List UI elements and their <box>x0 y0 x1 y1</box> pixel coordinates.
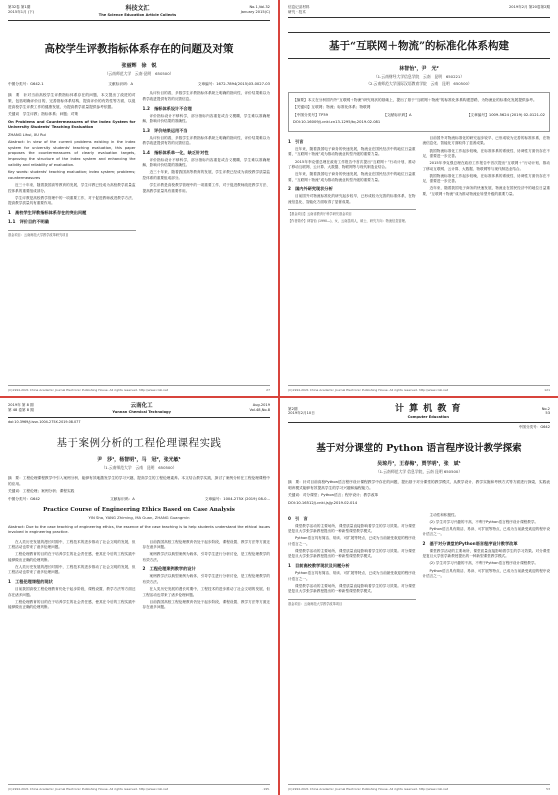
column-left <box>288 136 416 224</box>
article-title: 高校学生评教指标体系存在的问题及对策 <box>44 42 234 55</box>
article-number: 文章编号：1672-7894(2015)03-0027-03 <box>197 81 270 86</box>
body-paragraph: 课堂教学活动的主要场所，课堂质量直接影响着学生的学习效果。对分课堂是复旦大学张学新教授提出的一种新型课堂教学模式。 <box>422 548 550 559</box>
page-footer <box>288 385 550 392</box>
affiliation-1: （1.云南财经大学信息学院 云南 昆明 650221） <box>373 73 465 79</box>
journal-name-en: Yunnan Chemical Technology <box>112 410 171 415</box>
authors: 尹 莎¹，杨智明¹，马 冠²，张光敏¹ <box>97 457 181 464</box>
section-heading: 1 引言 <box>288 138 304 144</box>
copyright-notice: (C)1994-2021 China Academic Journal Electronic Publishing House. All rights reserved. http://www.cnki.net <box>8 388 169 392</box>
body-paragraph: 在人类历史发展的漫长时期中，工程技术的进步推动了社会文明的发展，但工程活动也带来了诸多伦理问题。 <box>8 564 136 575</box>
class-number: 中图分类号：G642 <box>518 424 550 429</box>
page-number: 53 <box>546 787 550 791</box>
column-right <box>143 540 271 613</box>
body-paragraph: 课堂教学活动的主要场所，课堂质量直接影响着学生的学习效果。对分课堂是复旦大学张学新教授提出的一种新型课堂教学模式。 <box>288 548 416 559</box>
copyright-notice: (C)1994-2021 China Academic Journal Electronic Publishing House. All rights reserved. http://www.cnki.net <box>288 787 449 791</box>
title-box <box>288 32 550 59</box>
body-paragraph: 学生评教是高校教学管理中的一项重要工作，对于促进教师改进教学方法、提高教学质量具有重要作用。 <box>8 195 136 206</box>
journal-name-en: Computer Education <box>407 415 449 420</box>
body-paragraph: 工程伦理教育的目的在于培养学生的社会责任感，使其在今后的工程实践中能够做出正确的伦理判断。 <box>8 599 136 610</box>
page-header <box>288 5 550 18</box>
section-heading: 2 工程伦理案例教学的设计 <box>142 566 196 572</box>
header-date: 2015年1月 (下) <box>8 9 35 14</box>
article-title: 基于对分课堂的 Python 语言程序设计教学探索 <box>316 443 522 455</box>
body-paragraph: Python语言具有简洁、易读、可扩展等特点，已成为当前最受欢迎的程序设计语言之一。 <box>422 526 550 537</box>
classification-line <box>8 82 270 88</box>
column-right <box>143 91 271 237</box>
column-left <box>8 91 136 237</box>
body-paragraph: 目前我国高校工程伦理教育仍处于起步阶段，课程设置、教学方法等方面还存在诸多问题。 <box>8 587 136 597</box>
body-paragraph: 工程伦理教育的目的在于培养学生的社会责任感，使其在今后的工程实践中能够做出正确的伦理判断。 <box>8 552 136 562</box>
body-paragraph: 在人类历史发展的漫长时期中，工程技术的进步推动了社会文明的发展，但工程活动也带来了诸多伦理问题。 <box>8 539 136 550</box>
article-title: 基于案例分析的工程伦理课程实践 <box>56 437 222 450</box>
section-heading: 1 工程伦理课程的现状 <box>8 579 53 585</box>
page-number-top: 53 <box>545 411 550 416</box>
classification-line <box>293 113 545 119</box>
body-paragraph: 我国物流标准化工作起步较晚，在标准体系的系统性、协调性方面仍存在不足，需要进一步完善。 <box>422 173 550 184</box>
body-columns <box>288 513 550 607</box>
header-issue-en: No.2 <box>541 406 550 411</box>
body-paragraph: (2) 学生对学习兴趣的不高，不利于Python语言程序设计课程教学。 <box>429 519 539 524</box>
body-paragraph: (2) 学生对学习兴趣的不高，不利于Python语言程序设计课程教学。 <box>429 561 539 566</box>
body-paragraph: 评价指标设计不够科学，部分指标内容重复或含义模糊，学生难以准确理解，影响评价结果的准确性。 <box>142 157 270 168</box>
doc-code: 文献标识码：A <box>110 497 135 502</box>
article-title: 基于“互联网＋物流”的标准化体系构建 <box>328 39 510 52</box>
body-paragraph: 在人类历史发展的漫长时期中，工程技术的进步推动了社会文明的发展，但工程活动也带来了诸多伦理问题。 <box>142 587 270 597</box>
section-heading: 1 高校学生评教指标体系存在的突出问题 <box>8 209 87 215</box>
title-en: Practice Course of Engineering Ethics Based on Case Analysis <box>43 506 235 513</box>
issue-info: 2019年2月 第20卷第2期 <box>509 5 550 9</box>
class-number: 中图分类号：G642 <box>8 497 41 502</box>
authors: 吴琼丹¹，王春梅¹，贾学明¹，张 斌¹ <box>377 461 461 468</box>
body-columns <box>288 136 550 224</box>
keywords-en: Key words: students' teaching evaluation; index system; problems; countermeasures <box>8 170 136 180</box>
journal-name-en: The Science Education Article Collects <box>98 13 177 18</box>
abstract-en: Abstract: Due to the case teaching of engineering ethics, the essence of the case teaching is to help students understand the ethical issues involved in engineering practice. <box>8 524 270 535</box>
doi: doi:10.3969/j.issn.1004-275X.2019.08.077 <box>8 420 81 425</box>
section-heading: 0 引 言 <box>288 515 308 521</box>
page-number: ·195· <box>262 787 270 791</box>
body-paragraph: 评价指标设计不够科学，部分指标内容重复或含义模糊，学生难以准确理解，影响评价结果的准确性。 <box>142 113 270 124</box>
abstract: 【摘要】本文在分析国内外“互联网＋物流”研究现状的基础上，提出了基于“互联网＋物流”的标准化体系构建思路，为物流业的标准化发展提供参考。 <box>293 97 537 102</box>
journal-page-2 <box>280 0 558 396</box>
page-footer <box>8 385 270 392</box>
body-paragraph: Python语言具有简洁、易读、可扩展等特点，已成为当前最受欢迎的程序设计语言之一。 <box>288 570 416 581</box>
column-right <box>423 513 551 607</box>
column-left <box>8 540 136 613</box>
affiliation-2: （2.云南师范大学国际汉语教育学院 云南 昆明 650500） <box>366 80 472 86</box>
article-number: 文章编号：1004-275X (2019) 08-0... <box>204 497 270 502</box>
authors: 张丽辉 徐 锐 <box>121 62 157 69</box>
journal-name: 信息记录材料 <box>288 5 310 9</box>
header-date-en: January 2015(C) <box>240 9 270 14</box>
authors: 林智怡¹，尹 光² <box>399 65 439 72</box>
body-paragraph: 我国物流标准化工作起步较晚，在标准体系的系统性、协调性方面仍存在不足，需要进一步完善。 <box>422 148 550 159</box>
affiliation: （云南师范大学 云南·昆明 650500） <box>104 70 174 76</box>
keywords: 关键词：对分课堂；Python语言；程序设计；教学改革 <box>288 493 379 498</box>
page-header <box>288 403 550 423</box>
column-right <box>423 136 551 224</box>
body-paragraph: 从评价目的看，多数学生评教指标体系缺乏明确的指向性，评价结果难以为教学改进提供有效的反馈信息。 <box>142 91 270 102</box>
copyright-notice: (C)1994-2021 China Academic Journal Electronic Publishing House. All rights reserved. http://www.cnki.net <box>288 388 449 392</box>
journal-page-4 <box>280 398 558 795</box>
header-volume: 第 48 卷第 8 期 <box>8 407 34 412</box>
keywords: 关键词：工程伦理；案例分析；课程实践 <box>8 489 75 494</box>
doi: DOI:10.16512/j.cnki.jsjjy.2019.02.014 <box>288 501 358 506</box>
header-date: 2019年2月10日 <box>288 411 315 416</box>
class-number: 中图分类号：G642.1 <box>8 81 44 86</box>
abstract-cn: 摘 要 针对当前高校学生评教指标体系存在的问题，本文提出了改进的对策，包括明确评价目的，完善指标体系结构，提高评价的有效性等方面，以促进高校学生评教工作的健康发展，为提高教学质量提供参考依据。 <box>8 93 136 109</box>
subsection-heading: 1.1 评价目的不明确 <box>8 219 49 225</box>
column-left <box>288 513 416 607</box>
body-paragraph: 近年来，随着我国电子商务的快速发展，物流业在国民经济中的地位日益重要，“互联网＋物流”成为推动物流业转型升级的重要力量。 <box>288 172 416 182</box>
body-paragraph: 主动性和积极性。 <box>429 512 459 517</box>
section-label: 研究 · 技术 <box>288 9 306 14</box>
body-paragraph: 目前国外对物流标准化的研究起步较早，已形成较为完善的标准体系，在物流信息化、智能化方面取得了显著成果。 <box>422 135 550 146</box>
page-number: 121 <box>544 388 550 392</box>
affiliation: （1.云南师范大学 云南 昆明 650500） <box>101 465 177 471</box>
class-number: 【中图分类号】TP39 <box>293 112 328 117</box>
keywords-cn: 关键词 学生评教；指标体系；问题；对策 <box>8 112 79 117</box>
authors-en: ZHANG Lihui, XU Rui <box>8 132 46 137</box>
header-date-en: Aug.2019 <box>252 403 270 407</box>
section-heading: 2 基于对分课堂的Python语言程序设计教学改革 <box>422 540 518 546</box>
body-paragraph: 2015年李克强总理在政府工作报告中首次提出“互联网＋”行动计划，推动了移动互联网、云计算、大数据、物联网等与现代制造业结合。 <box>288 159 416 170</box>
fund-note: 基金项目：云南师范大学教学改革项目 <box>288 599 416 607</box>
body-paragraph: 学生评教是高校教学管理中的一项重要工作，对于促进教师改进教学方法、提高教学质量具有重要作用。 <box>142 183 270 193</box>
doc-code: 【文献标识码】A <box>383 112 412 117</box>
body-paragraph: 案例教学法以典型案例为载体，引导学生进行分析讨论，是工程伦理教学的有效方法。 <box>142 574 270 584</box>
copyright-notice: (C)1994-2021 China Academic Journal Electronic Publishing House. All rights reserved. http://www.cnki.net <box>8 787 169 791</box>
author-note: 【作者简介】林智怡 (1990—)，女，云南昆明人，硕士，研究方向：物流信息管理。 <box>288 219 408 224</box>
header-volume-en: Vol.48,No.8 <box>249 407 270 412</box>
journal-name: 科技文汇 <box>125 5 150 12</box>
body-paragraph: 近年来，随着我国电子商务的快速发展，物流业在国民经济中的地位日益重要，“互联网＋物流”成为推动物流业转型升级的重要力量。 <box>288 146 416 157</box>
abstract: 摘 要：工程伦理课程教学中引入案例分析，能够有效地激发学生的学习兴趣，提高学生的工程伦理素养。本文结合教学实践，探讨了案例分析在工程伦理课程中的应用。 <box>8 476 270 486</box>
body-paragraph: 目前我国高校工程伦理教育仍处于起步阶段，课程设置、教学方法等方面还存在诸多问题。 <box>142 599 270 610</box>
page-header <box>8 5 270 21</box>
body-columns <box>8 91 270 237</box>
page-number: 27 <box>266 388 270 392</box>
body-paragraph: 从评价目的看，多数学生评教指标体系缺乏明确的指向性，评价结果难以为教学改进提供有效的反馈信息。 <box>142 135 270 146</box>
body-paragraph: 案例教学法以典型案例为载体，引导学生进行分析讨论，是工程伦理教学的有效方法。 <box>142 552 270 562</box>
body-paragraph: 课堂教学活动的主要场所，课堂质量直接影响着学生的学习效果。对分课堂是复旦大学张学新教授提出的一种新型课堂教学模式。 <box>288 583 416 594</box>
body-paragraph: 目前国外对物流标准化的研究起步较早，已形成较为完善的标准体系，在物流信息化、智能化方面取得了显著成果。 <box>288 194 416 204</box>
affiliation: （1.云南师范大学 信息学院，云南 昆明 650500） <box>375 469 463 475</box>
body-paragraph: 2015年李克强总理在政府工作报告中首次提出“互联网＋”行动计划，推动了移动互联网、云计算、大数据、物联网等与现代制造业结合。 <box>422 161 550 171</box>
body-paragraph: Python语言具有简洁、易读、可扩展等特点，已成为当前最受欢迎的程序设计语言之一。 <box>288 536 416 546</box>
journal-page-3 <box>0 398 278 795</box>
section-heading: 1 目前高校教学现状及问题分析 <box>288 562 350 568</box>
body-paragraph: 课堂教学活动的主要场所，课堂质量直接影响着学生的学习效果。对分课堂是复旦大学张学新教授提出的一种新型课堂教学模式。 <box>288 523 416 534</box>
body-paragraph: Python语言具有简洁、易读、可扩展等特点，已成为当前最受欢迎的程序设计语言之一。 <box>422 568 550 579</box>
doi: DOI:10.16009/j.cnki.cn13-1295/tq.2019.02.081 <box>293 120 381 125</box>
classification-line <box>8 497 270 503</box>
body-paragraph: 近三十年来，随着我国高等教育的发展，学生评教已经成为高校教学质量监控体系的重要组成部分。 <box>142 170 270 181</box>
header-issue: 第2期 <box>288 406 298 411</box>
journal-page-1 <box>0 0 278 396</box>
section-heading: 2 国内外研究现状分析 <box>288 186 333 192</box>
subsection-heading: 1.2 指标体系设计不合理 <box>142 105 192 111</box>
page-header <box>8 403 270 418</box>
title-en: On Problems and Countermeasures of the Index System for University Students' Teaching Evaluation <box>8 119 136 130</box>
abstract: 摘 要：针对目前高校Python语言程序设计课程教学中存在的问题，提出基于对分课堂的教学模式，从教学设计、教学实施和考核方式等方面进行探索，实践表明该模式能够有效提高学生的学习兴趣和编程能力。 <box>288 480 550 490</box>
fund-note: 【基金项目】云南省教育厅科学研究基金项目 <box>288 209 416 217</box>
header-volume: 第32卷 第1期 <box>8 5 31 9</box>
subsection-heading: 1.3 评价结果运用不当 <box>142 127 188 133</box>
article-number: 【文章编号】1009-5624 (2019) 02-0121-02 <box>466 112 545 117</box>
page-footer <box>8 784 270 791</box>
keywords: 【关键词】互联网；物流；标准化体系；物联网 <box>293 105 371 110</box>
authors-en: YIN Sha, YANG Zhiming, MA Guan, ZHANG Guangmin <box>88 514 190 520</box>
journal-name: 计 算 机 教 育 <box>394 404 462 414</box>
journal-name: 云南化工 <box>130 403 153 409</box>
subsection-heading: 1.4 指标体系单一化，缺乏针对性 <box>142 149 209 155</box>
fund-note: 基金项目：云南师范大学教学改革研究项目 <box>8 230 136 238</box>
doc-code: 文献标识码：A <box>108 81 133 86</box>
abstract-en: Abstract: In view of the current problems existing in the index system for university students' teaching evaluation, this paper proposes the countermeasures of clearly evaluation targets, improving the structure of the index system and enhancing the validity and reliability of evaluation. <box>8 140 136 167</box>
body-paragraph: 目前我国高校工程伦理教育仍处于起步阶段，课程设置、教学方法等方面还存在诸多问题。 <box>142 539 270 550</box>
body-columns <box>8 540 270 613</box>
body-paragraph: 近三十年来，随着我国高等教育的发展，学生评教已经成为高校教学质量监控体系的重要组成部分。 <box>8 183 136 193</box>
page-footer <box>288 784 550 791</box>
header-issue: 2019年 第 8 期 <box>8 403 34 407</box>
body-paragraph: 近年来，随着我国电子商务的快速发展，物流业在国民经济中的地位日益重要，“互联网＋物流”成为推动物流业转型升级的重要力量。 <box>422 186 550 196</box>
abstract-box <box>288 92 550 132</box>
header-volume-en: No.1,Vol.32 <box>249 5 270 9</box>
